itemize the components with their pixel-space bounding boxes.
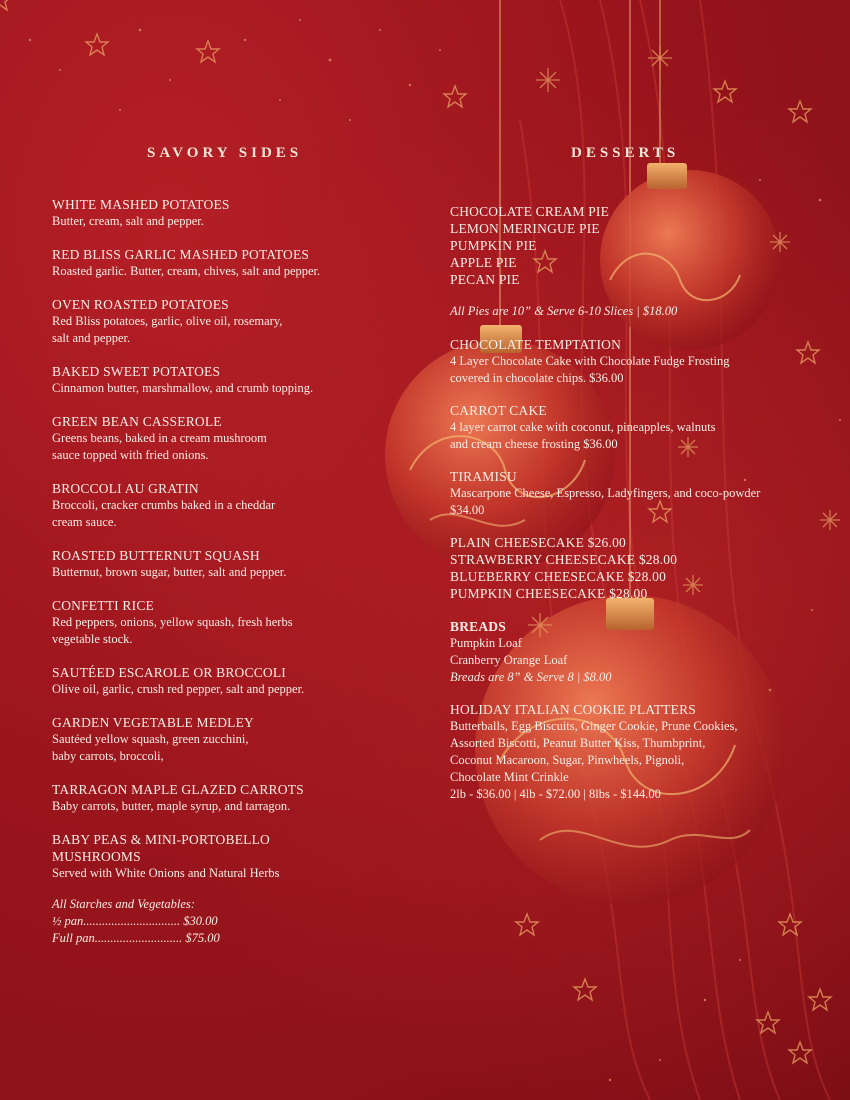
desserts-list [450,203,840,803]
side-item [52,413,412,464]
pies-group [450,203,840,288]
item-name: CHOCOLATE TEMPTATION [450,337,622,352]
side-item-name: OVEN ROASTED POTATOES [52,297,229,312]
side-item-name: MUSHROOMS [52,849,141,864]
side-item-name: TARRAGON MAPLE GLAZED CARROTS [52,782,304,797]
item-desc: and cream cheese frosting $36.00 [450,437,618,451]
side-item-desc: Olive oil, garlic, crush red pepper, salt and pepper. [52,682,305,696]
item-desc: Butterballs, Egg Biscuits, Ginger Cookie, Prune Cookies, [450,719,738,733]
side-item-desc: sauce topped with fried onions. [52,448,209,462]
item-desc: 4 Layer Chocolate Cake with Chocolate Fudge Frosting [450,354,730,368]
side-item-name: SAUTÉED ESCAROLE OR BROCCOLI [52,665,286,680]
side-item [52,296,412,347]
side-item [52,363,412,397]
savory-sides-heading: SAVORY SIDES [147,145,303,161]
carrot-cake [450,402,840,453]
side-item [52,664,412,698]
tiramisu [450,468,840,519]
side-item [52,547,412,581]
chocolate-temptation [450,336,840,387]
cookie-prices: 2lb - $36.00 | 4lb - $72.00 | 8lbs - $144.00 [450,787,661,801]
side-item-name: ROASTED BUTTERNUT SQUASH [52,548,260,563]
pies-note: All Pies are 10” & Serve 6-10 Slices | $18.00 [450,304,678,318]
side-item [52,714,412,765]
side-item-desc: Butter, cream, salt and pepper. [52,214,204,228]
breads-note: Breads are 8” & Serve 8 | $8.00 [450,670,612,684]
side-item-name: CONFETTI RICE [52,598,154,613]
desserts-heading: DESSERTS [571,145,680,161]
pie-item: APPLE PIE [450,255,517,270]
side-item-name: WHITE MASHED POTATOES [52,197,230,212]
side-item-desc: vegetable stock. [52,632,133,646]
item-desc: 4 layer carrot cake with coconut, pineapples, walnuts [450,420,716,434]
cheesecake-item: PLAIN CHEESECAKE $26.00 [450,535,626,550]
side-item-desc: Butternut, brown sugar, butter, salt and pepper. [52,565,287,579]
side-item [52,480,412,531]
side-item [52,246,412,280]
item-desc: covered in chocolate chips. $36.00 [450,371,624,385]
savory-sides-list [52,196,412,947]
side-item [52,597,412,648]
side-item-desc: Greens beans, baked in a cream mushroom [52,431,267,445]
breads-group [450,618,840,686]
full-pan-price: Full pan............................ $75.00 [52,931,220,945]
side-item-desc: salt and pepper. [52,331,131,345]
side-item-desc: Roasted garlic. Butter, cream, chives, salt and pepper. [52,264,321,278]
side-item [52,831,412,882]
side-item-desc: Sautéed yellow squash, green zucchini, [52,732,249,746]
item-desc: Chocolate Mint Crinkle [450,770,569,784]
item-desc: Assorted Biscotti, Peanut Butter Kiss, Thumbprint, [450,736,706,750]
side-item-desc: Baby carrots, butter, maple syrup, and tarragon. [52,799,291,813]
item-desc: Mascarpone Cheese, Espresso, Ladyfingers, and coco-powder [450,486,761,500]
side-item-name: RED BLISS GARLIC MASHED POTATOES [52,247,310,262]
side-item-desc: Cinnamon butter, marshmallow, and crumb topping. [52,381,314,395]
side-item [52,781,412,815]
item-desc: Coconut Macaroon, Sugar, Pinwheels, Pignoli, [450,753,685,767]
item-desc: $34.00 [450,503,485,517]
side-item-name: BABY PEAS & MINI-PORTOBELLO [52,832,270,847]
cheesecake-item: PUMPKIN CHEESECAKE $28.00 [450,586,648,601]
side-item-desc: baby carrots, broccoli, [52,749,164,763]
cheesecake-item: STRAWBERRY CHEESECAKE $28.00 [450,552,678,567]
pricing-title: All Starches and Vegetables: [52,897,195,911]
item-name: CARROT CAKE [450,403,547,418]
pie-item: PUMPKIN PIE [450,238,537,253]
half-pan-price: ½ pan............................... $30.00 [52,914,218,928]
item-name: HOLIDAY ITALIAN COOKIE PLATTERS [450,702,696,717]
side-item-name: GREEN BEAN CASSEROLE [52,414,222,429]
side-item-desc: cream sauce. [52,515,117,529]
cheesecakes-group [450,534,840,602]
cookie-platters [450,701,840,803]
bread-item: Pumpkin Loaf [450,636,522,650]
side-item-desc: Red Bliss potatoes, garlic, olive oil, rosemary, [52,314,283,328]
breads-heading: BREADS [450,619,506,634]
side-item-name: GARDEN VEGETABLE MEDLEY [52,715,254,730]
cheesecake-item: BLUEBERRY CHEESECAKE $28.00 [450,569,667,584]
side-item-desc: Red peppers, onions, yellow squash, fresh herbs [52,615,293,629]
pie-item: LEMON MERINGUE PIE [450,221,600,236]
side-item-name: BAKED SWEET POTATOES [52,364,221,379]
side-item [52,196,412,230]
side-item-name: BROCCOLI AU GRATIN [52,481,199,496]
side-item-desc: Broccoli, cracker crumbs baked in a cheddar [52,498,276,512]
side-item-desc: Served with White Onions and Natural Herbs [52,866,280,880]
pie-item: PECAN PIE [450,272,520,287]
pie-item: CHOCOLATE CREAM PIE [450,204,610,219]
sides-pricing [52,896,412,947]
bread-item: Cranberry Orange Loaf [450,653,568,667]
item-name: TIRAMISU [450,469,517,484]
